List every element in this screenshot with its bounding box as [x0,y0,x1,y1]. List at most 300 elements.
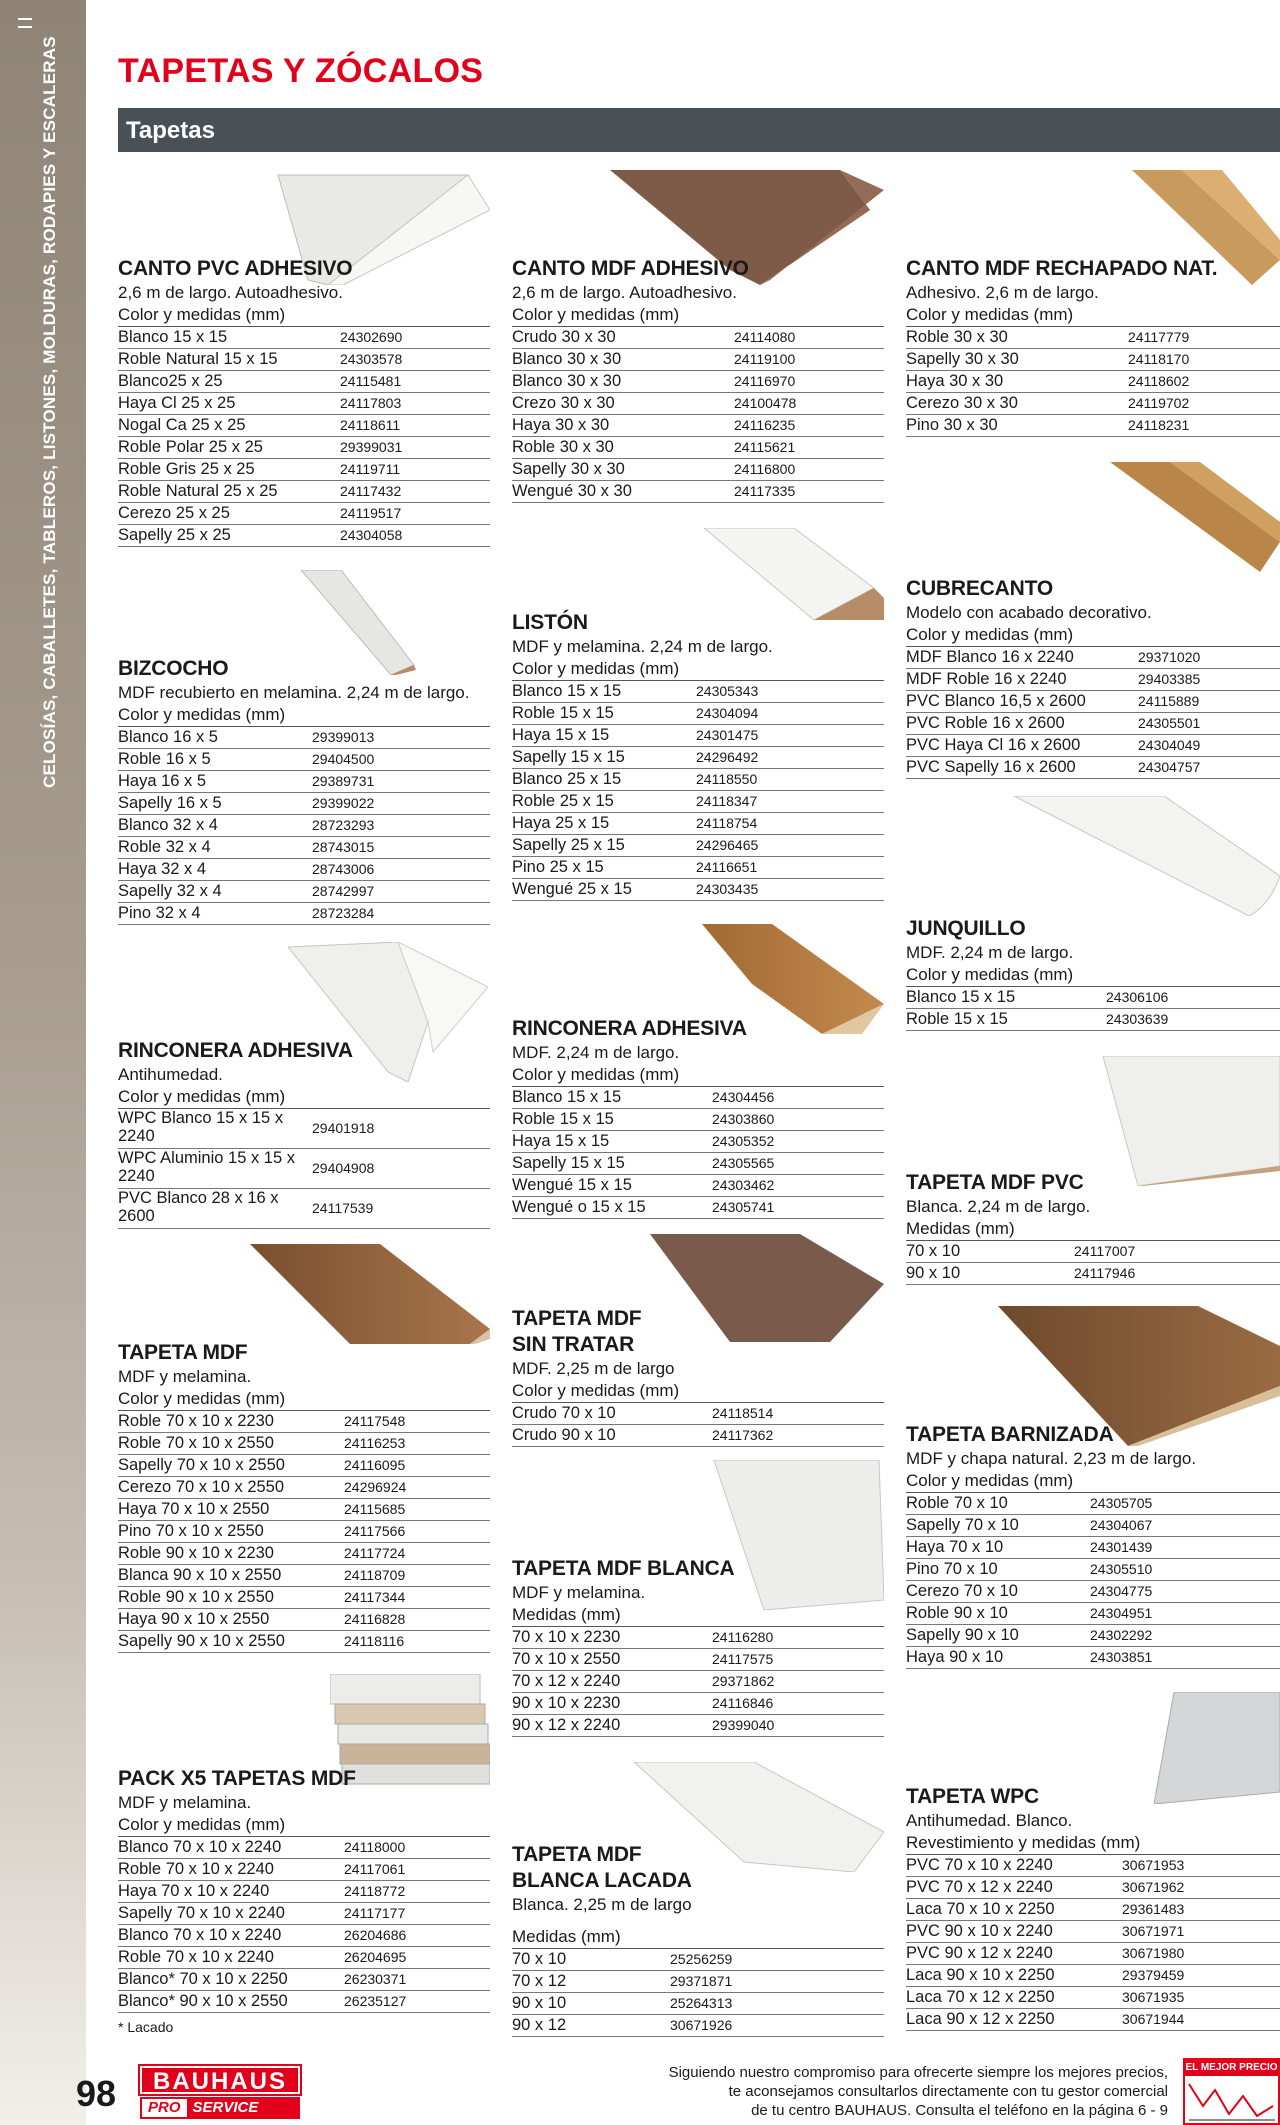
item-description: Pino 25 x 15 [512,858,604,876]
table-row [512,1715,884,1737]
item-description: Haya 70 x 10 x 2240 [118,1882,270,1900]
best-price-label: EL MEJOR PRECIO [1185,2060,1278,2076]
item-code: 24304058 [340,527,403,543]
item-code: 26235127 [344,1993,407,2009]
item-code: 28723284 [312,905,375,921]
item-code: 29404908 [312,1160,375,1176]
table-header: Medidas (mm) [512,1926,884,1949]
item-code: 30671935 [1122,1989,1185,2005]
table-header: Color y medidas (mm) [906,624,1280,647]
item-description: Haya 15 x 15 [512,726,610,744]
item-code: 24118116 [344,1633,405,1649]
item-description: Roble 15 x 15 [512,704,614,722]
table-row [118,1859,490,1881]
table-header: Color y medidas (mm) [512,1064,884,1087]
table-row [906,1899,1280,1921]
table-row [118,1433,490,1455]
item-code: 29389731 [312,773,375,789]
table-row [118,349,490,371]
table-row [906,735,1280,757]
logo-service: SERVICE [187,2099,298,2117]
item-code: 24117548 [344,1413,406,1429]
table-row [906,371,1280,393]
bauhaus-logo [140,2066,300,2120]
section-bar [118,108,1280,152]
table-row [118,1587,490,1609]
table-row [512,791,884,813]
product-desc: MDF y melamina. [512,1583,646,1602]
table-row [118,525,490,547]
item-code: 24116970 [734,373,796,389]
table-row [906,1987,1280,2009]
product-desc: Antihumedad. Blanco. [906,1811,1073,1830]
table-row [906,1965,1280,1987]
item-description: Sapelly 90 x 10 x 2550 [118,1632,285,1650]
table-row [118,1149,490,1189]
table-header: Color y medidas (mm) [118,704,490,727]
item-description: 90 x 10 x 2230 [512,1694,621,1712]
item-code: 29403385 [1138,671,1201,687]
table-row [512,1197,884,1219]
table-header: Color y medidas (mm) [118,1086,490,1109]
footer-note-line-3: de tu centro BAUHAUS. Consulta el teléfono en la página 6 - 9 [751,2102,1168,2119]
table-row [512,415,884,437]
item-code: 24305352 [712,1133,775,1149]
product-title: TAPETA BARNIZADA [906,1423,1114,1446]
item-code: 24302690 [340,329,403,345]
table-row [906,1921,1280,1943]
item-code: 24116800 [734,461,796,477]
item-description: Blanco 30 x 30 [512,372,622,390]
table-row [512,1153,884,1175]
item-code: 24119517 [340,505,402,521]
table-row [118,393,490,415]
table-row [906,2009,1280,2031]
item-code: 30671980 [1122,1945,1185,1961]
item-description: Sapelly 16 x 5 [118,794,222,812]
item-code: 26230371 [344,1971,407,1987]
item-code: 24117007 [1074,1243,1136,1259]
table-row [906,647,1280,669]
product-desc: MDF recubierto en melamina. 2,24 m de largo. [118,683,470,702]
table-header: Color y medidas (mm) [512,658,884,681]
product-title: RINCONERA ADHESIVA [118,1039,353,1062]
product-title: CANTO PVC ADHESIVO [118,257,353,280]
item-code: 24305705 [1090,1495,1153,1511]
table-row [512,1087,884,1109]
item-description: PVC Sapelly 16 x 2600 [906,758,1076,776]
item-description: Haya 25 x 15 [512,814,610,832]
item-code: 24116651 [696,859,758,875]
item-code: 24117061 [344,1861,406,1877]
product-desc: Modelo con acabado decorativo. [906,603,1152,622]
item-description: 70 x 10 [906,1242,961,1260]
table-row [512,681,884,703]
rows [906,327,1280,437]
item-code: 24301439 [1090,1539,1153,1555]
item-code: 28723293 [312,817,375,833]
item-description: Haya 90 x 10 x 2550 [118,1610,270,1628]
item-code: 29404500 [312,751,375,767]
item-code: 24303578 [340,351,403,367]
item-description: 90 x 10 [512,1994,567,2012]
item-description: WPC Aluminio 15 x 15 x 2240 [118,1149,295,1185]
table-row [906,1241,1280,1263]
product-desc: Antihumedad. [118,1065,223,1084]
table-row [118,437,490,459]
item-code: 30671926 [670,2017,733,2033]
table-row [906,349,1280,371]
item-code: 30671971 [1122,1923,1185,1939]
product-title: BIZCOCHO [118,657,229,680]
item-description: Roble 32 x 4 [118,838,211,856]
product-desc: Blanca. 2,24 m de largo. [906,1197,1091,1216]
item-code: 29399040 [712,1717,775,1733]
item-code: 24296924 [344,1479,407,1495]
item-description: Wengué 15 x 15 [512,1176,632,1194]
table-header: Color y medidas (mm) [906,964,1280,987]
item-description: 70 x 12 x 2240 [512,1672,621,1690]
item-description: Blanco 16 x 5 [118,728,218,746]
table-row [512,1671,884,1693]
item-description: Roble 70 x 10 x 2230 [118,1412,274,1430]
rows [906,1241,1280,1285]
item-code: 24116253 [344,1435,406,1451]
table-row [118,415,490,437]
table-row [118,881,490,903]
item-code: 24117362 [712,1427,774,1443]
table-row [512,1693,884,1715]
item-code: 24305741 [712,1199,775,1215]
table-row [906,1493,1280,1515]
product-desc: Adhesivo. 2,6 m de largo. [906,283,1099,302]
item-code: 24115889 [1138,693,1200,709]
item-description: Blanco 70 x 10 x 2240 [118,1838,282,1856]
table-row [906,1009,1280,1031]
item-code: 30671962 [1122,1879,1185,1895]
rows [512,327,884,503]
rows [118,1837,490,2013]
item-description: Blanco 25 x 15 [512,770,622,788]
item-code: 24118611 [340,417,401,433]
item-description: Crudo 30 x 30 [512,328,616,346]
item-code: 24118550 [696,771,758,787]
item-description: 70 x 10 [512,1950,567,1968]
table-header: Color y medidas (mm) [906,1470,1280,1493]
item-description: Roble 15 x 15 [906,1010,1008,1028]
logo-top: BAUHAUS [140,2066,300,2094]
item-description: Sapelly 30 x 30 [512,460,625,478]
table-row [512,1949,884,1971]
table-row [118,1925,490,1947]
item-code: 24116095 [344,1457,406,1473]
item-code: 29371862 [712,1673,775,1689]
item-code: 24117432 [340,483,402,499]
table-header: Color y medidas (mm) [906,304,1280,327]
table-row [118,1881,490,1903]
product-title: TAPETA MDF PVC [906,1171,1084,1194]
table-row [118,1521,490,1543]
item-description: Cerezo 70 x 10 [906,1582,1018,1600]
item-description: Roble 16 x 5 [118,750,211,768]
table-row [512,459,884,481]
item-code: 29379459 [1122,1967,1185,1983]
item-description: Crudo 70 x 10 [512,1404,616,1422]
item-code: 24118709 [344,1567,406,1583]
table-row [906,987,1280,1009]
item-code: 24303435 [696,881,759,897]
wood-board-image [250,1244,490,1344]
rows [906,1855,1280,2031]
item-description: Roble 90 x 10 [906,1604,1008,1622]
item-description: Roble Natural 15 x 15 [118,350,278,368]
item-code: 24117803 [340,395,402,411]
item-description: Pino 70 x 10 x 2550 [118,1522,264,1540]
item-code: 24306106 [1106,989,1169,1005]
item-description: Blanco25 x 25 [118,372,223,390]
item-description: Sapelly 30 x 30 [906,350,1019,368]
table-row [906,327,1280,349]
item-code: 24115481 [340,373,402,389]
item-code: 24116846 [712,1695,774,1711]
logo-pro: PRO [148,2099,181,2116]
table-row [118,771,490,793]
item-description: Roble Gris 25 x 25 [118,460,255,478]
table-row [118,749,490,771]
item-description: Blanco 15 x 15 [118,328,228,346]
item-code: 28743006 [312,861,375,877]
item-description: Roble 25 x 15 [512,792,614,810]
item-description: Sapelly 70 x 10 x 2550 [118,1456,285,1474]
rows [118,727,490,925]
item-code: 29399013 [312,729,375,745]
item-code: 24118000 [344,1839,406,1855]
item-code: 29361483 [1122,1901,1185,1917]
product-title: TAPETA MDF [118,1341,248,1364]
item-description: Laca 90 x 10 x 2250 [906,1966,1055,1984]
item-code: 24117575 [712,1651,774,1667]
product-title: PACK X5 TAPETAS MDF [118,1767,356,1790]
item-description: Wengué o 15 x 15 [512,1198,646,1216]
item-code: 25264313 [670,1995,733,2011]
rows [118,327,490,547]
item-description: Cerezo 30 x 30 [906,394,1018,412]
rows [906,987,1280,1031]
table-row [512,725,884,747]
item-code: 24305501 [1138,715,1201,731]
item-code: 29371871 [670,1973,733,1989]
table-header: Color y medidas (mm) [118,1388,490,1411]
item-code: 24304049 [1138,737,1201,753]
item-code: 26204686 [344,1927,407,1943]
item-description: Sapelly 15 x 15 [512,1154,625,1172]
table-row [512,1403,884,1425]
product-desc: MDF. 2,24 m de largo. [906,943,1074,962]
product-desc: Blanca. 2,25 m de largo [512,1895,692,1914]
rows [906,1493,1280,1669]
rows [118,1109,490,1229]
table-row [118,793,490,815]
item-description: PVC Roble 16 x 2600 [906,714,1065,732]
table-row [118,1991,490,2013]
item-description: Roble Natural 25 x 25 [118,482,278,500]
table-row [118,837,490,859]
table-row [118,1631,490,1653]
item-description: Roble Polar 25 x 25 [118,438,263,456]
rows [512,1087,884,1219]
product-desc: MDF. 2,25 m de largo [512,1359,675,1378]
item-code: 30671944 [1122,2011,1185,2027]
table-header: Color y medidas (mm) [512,1380,884,1403]
item-code: 24303462 [712,1177,775,1193]
item-code: 24304094 [696,705,759,721]
table-row [118,1565,490,1587]
item-description: Roble 70 x 10 [906,1494,1008,1512]
item-description: Blanco 32 x 4 [118,816,218,834]
item-description: Crezo 30 x 30 [512,394,615,412]
item-code: 24117335 [734,483,796,499]
product-title: RINCONERA ADHESIVA [512,1017,747,1040]
item-code: 29401918 [312,1120,375,1136]
table-row [118,1609,490,1631]
item-description: WPC Blanco 15 x 15 x 2240 [118,1109,284,1145]
product-desc: 2,6 m de largo. Autoadhesivo. [512,283,737,302]
item-code: 24117539 [312,1200,374,1216]
table-header: Revestimiento y medidas (mm) [906,1832,1280,1855]
item-description: Sapelly 32 x 4 [118,882,222,900]
item-code: 24118602 [1128,373,1190,389]
item-description: Nogal Ca 25 x 25 [118,416,246,434]
product-title: TAPETA MDF BLANCA [512,1557,735,1580]
rows [512,1949,884,2037]
item-code: 28742997 [312,883,375,899]
table-row [118,371,490,393]
item-description: Blanca 90 x 10 x 2550 [118,1566,282,1584]
item-description: Pino 32 x 4 [118,904,201,922]
item-description: Haya 30 x 30 [906,372,1004,390]
table-row [906,1943,1280,1965]
table-row [118,481,490,503]
item-description: Blanco* 70 x 10 x 2250 [118,1970,288,1988]
table-row [906,415,1280,437]
item-description: Sapelly 25 x 15 [512,836,625,854]
item-description: Roble 30 x 30 [512,438,614,456]
product-title: CUBRECANTO [906,577,1053,600]
table-header: Color y medidas (mm) [512,304,884,327]
table-row [512,747,884,769]
item-code: 24303851 [1090,1649,1153,1665]
rows [512,1627,884,1737]
table-row [512,703,884,725]
item-code: 24304775 [1090,1583,1153,1599]
item-code: 24118754 [696,815,758,831]
table-row [118,1109,490,1149]
item-code: 24118231 [1128,417,1190,433]
table-header: Medidas (mm) [906,1218,1280,1241]
table-row [512,349,884,371]
item-code: 24117566 [344,1523,406,1539]
product-title: JUNQUILLO [906,917,1026,940]
table-row [512,1993,884,2015]
product-title: LISTÓN [512,611,588,634]
item-description: Laca 70 x 12 x 2250 [906,1988,1055,2006]
item-code: 25256259 [670,1951,733,1967]
table-row [512,813,884,835]
item-code: 26204695 [344,1949,407,1965]
table-row [512,371,884,393]
item-description: PVC 90 x 12 x 2240 [906,1944,1053,1962]
item-description: Pino 70 x 10 [906,1560,998,1578]
section-title: Tapetas [126,117,215,144]
item-code: 24115621 [734,439,796,455]
item-code: 24304757 [1138,759,1201,775]
item-code: 24296465 [696,837,759,853]
item-description: Crudo 90 x 10 [512,1426,616,1444]
table-row [512,857,884,879]
product-desc: MDF. 2,24 m de largo. [512,1043,680,1062]
item-code: 24119702 [1128,395,1190,411]
table-header: Medidas (mm) [512,1604,884,1627]
table-row [512,835,884,857]
item-description: Laca 90 x 12 x 2250 [906,2010,1055,2028]
item-description: 90 x 12 x 2240 [512,1716,621,1734]
item-code: 24303860 [712,1111,775,1127]
table-row [118,727,490,749]
table-row [118,1903,490,1925]
table-row [512,1649,884,1671]
table-row [512,769,884,791]
item-code: 24118170 [1128,351,1190,367]
product-desc: MDF y melamina. [118,1367,252,1386]
item-code: 29399022 [312,795,375,811]
item-code: 24117724 [344,1545,406,1561]
table-row [906,1625,1280,1647]
item-description: Wengué 25 x 15 [512,880,632,898]
item-description: Sapelly 90 x 10 [906,1626,1019,1644]
table-row [118,903,490,925]
item-code: 24304456 [712,1089,775,1105]
item-code: 24118347 [696,793,758,809]
footer-note-line-1: Siguiendo nuestro compromiso para ofrecerte siempre los mejores precios, [668,2064,1168,2081]
item-description: Sapelly 70 x 10 [906,1516,1019,1534]
item-code: 24119100 [734,351,796,367]
item-description: Laca 70 x 10 x 2250 [906,1900,1055,1918]
item-code: 24118772 [344,1883,406,1899]
table-row [118,459,490,481]
table-row [906,393,1280,415]
item-description: Haya 32 x 4 [118,860,207,878]
item-description: Cerezo 70 x 10 x 2550 [118,1478,285,1496]
item-description: PVC Haya Cl 16 x 2600 [906,736,1081,754]
item-code: 24114080 [734,329,796,345]
item-code: 24117946 [1074,1265,1136,1281]
product-desc: 2,6 m de largo. Autoadhesivo. [118,283,343,302]
item-description: MDF Blanco 16 x 2240 [906,648,1074,666]
table-row [118,1455,490,1477]
item-description: Roble 70 x 10 x 2550 [118,1434,274,1452]
table-row [512,1971,884,1993]
item-code: 29371020 [1138,649,1201,665]
item-description: Wengué 30 x 30 [512,482,632,500]
item-description: Roble 90 x 10 x 2230 [118,1544,274,1562]
table-row [906,1559,1280,1581]
table-row [118,859,490,881]
table-row [118,815,490,837]
item-description: Haya 70 x 10 x 2550 [118,1500,270,1518]
item-code: 29399031 [340,439,403,455]
table-row [512,1109,884,1131]
table-row [906,1515,1280,1537]
